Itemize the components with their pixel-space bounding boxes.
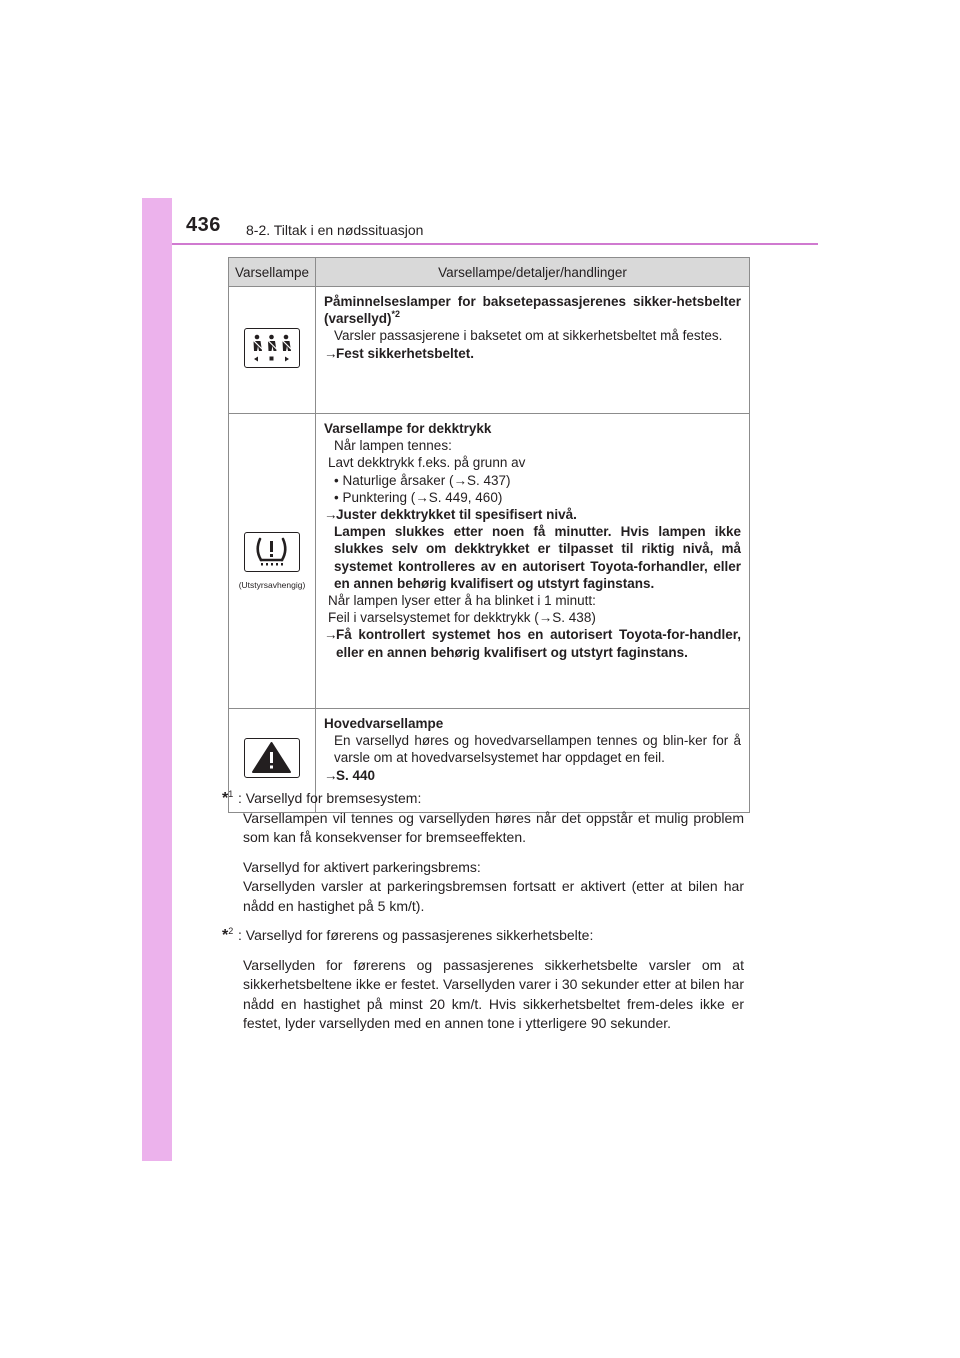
section-title: 8-2. Tiltak i en nødssituasjon bbox=[246, 222, 424, 238]
column-header-lamp: Varsellampe bbox=[229, 258, 316, 287]
details-cell bbox=[316, 287, 750, 414]
warning-lamp-table bbox=[228, 257, 750, 813]
footnote-paragraph: Varsellyden for førerens og passasjerenes sikkerhetsbelte varsler om at sikkerhetsbeltene ikke er festet. Varsellyden varer i 30 sekunder etter at bilen har nådd en hastighet på minst 20 km/t. Hvis sikkerhetsbeltet frem-deles ikke er festet, lyder varsellyden med en annen tone i ytterligere 90 sekunder. bbox=[243, 956, 744, 1031]
lamp-text-line: Når lampen tennes: bbox=[334, 438, 452, 454]
footnote-paragraph: Varsellyden varsler at parkeringsbremsen fortsatt er aktivert (etter at bilen har nådd en hastighet på 5 km/t). bbox=[243, 878, 744, 914]
icon-cell bbox=[229, 287, 316, 414]
seatbelt-reminder-lamps-icon bbox=[244, 328, 300, 368]
table-row bbox=[229, 414, 750, 709]
lamp-description: En varsellyd høres og hovedvarsellampen tennes og blin-ker for å varsle om at hovedvarselsystemet har oppdaget en feil. bbox=[334, 733, 741, 766]
lamp-text-line: Feil i varselsystemet for dekktrykk (→S. 438) bbox=[328, 610, 596, 626]
lamp-action: → S. 440 bbox=[324, 767, 376, 783]
tire-pressure-warning-icon bbox=[244, 532, 300, 572]
lamp-action: → Få kontrollert systemet hos en autorisert Toyota-for-handler, eller en annen behørig kvalifisert og utstyrt faginstans. bbox=[324, 627, 741, 660]
footnote-lead: : Varsellyd for førerens og passasjerenes sikkerhetsbelte: bbox=[238, 927, 594, 943]
bullet-item: • Naturlige årsaker (→S. 437) bbox=[334, 472, 511, 488]
icon-cell bbox=[229, 414, 316, 709]
footnote-paragraph: Varsellampen vil tennes og varsellyden høres når det oppstår et mulig problem som kan få konsekvenser for bremseeffekten. bbox=[243, 809, 744, 845]
details-cell bbox=[316, 414, 750, 709]
lamp-title: Påminnelseslamper for baksetepassasjerenes sikker-hetsbelter (varsellyd)$^{*2}$ bbox=[324, 294, 741, 327]
lamp-action-detail: Lampen slukkes etter noen få minutter. Hvis lampen ikke slukkes selv om dekktrykket er tilpasset til riktig nivå, må systemet kontrolleres av en autorisert Toyota-forhandler, eller en annen behørig kvalifisert og utstyrt faginstans. bbox=[334, 524, 741, 591]
icon-caption: (Utstyrsavhengig) bbox=[238, 580, 306, 590]
lamp-action: → Fest sikkerhetsbeltet. bbox=[324, 345, 475, 361]
lamp-action: → Juster dekktrykket til spesifisert nivå. bbox=[324, 507, 577, 523]
footnote-marker: *$^1$ bbox=[222, 789, 234, 807]
page-number: 436 bbox=[186, 214, 221, 236]
table-header-row bbox=[229, 258, 750, 287]
lamp-title: Hovedvarsellampe bbox=[324, 716, 444, 731]
master-warning-triangle-icon bbox=[244, 738, 300, 778]
footnote bbox=[222, 926, 744, 1034]
lamp-title: Varsellampe for dekktrykk bbox=[324, 421, 492, 436]
lamp-description: Varsler passasjerene i baksetet om at sikkerhetsbeltet må festes. bbox=[334, 328, 723, 344]
table-row bbox=[229, 287, 750, 414]
footnote-paragraph: Varsellyd for aktivert parkeringsbrems: bbox=[243, 858, 481, 875]
footnote-lead: : Varsellyd for bremsesystem: bbox=[238, 790, 422, 806]
lamp-text-line: Når lampen lyser etter å ha blinket i 1 minutt: bbox=[328, 593, 596, 609]
header-rule bbox=[172, 243, 818, 245]
footnote bbox=[222, 789, 744, 916]
footnote-marker: *$^2$ bbox=[222, 926, 234, 944]
chapter-side-tab bbox=[142, 198, 172, 1161]
bullet-item: • Punktering (→S. 449, 460) bbox=[334, 489, 503, 505]
column-header-details: Varsellampe/detaljer/handlinger bbox=[316, 258, 750, 287]
footnotes bbox=[222, 789, 744, 1034]
lamp-text-line: Lavt dekktrykk f.eks. på grunn av bbox=[328, 455, 526, 471]
